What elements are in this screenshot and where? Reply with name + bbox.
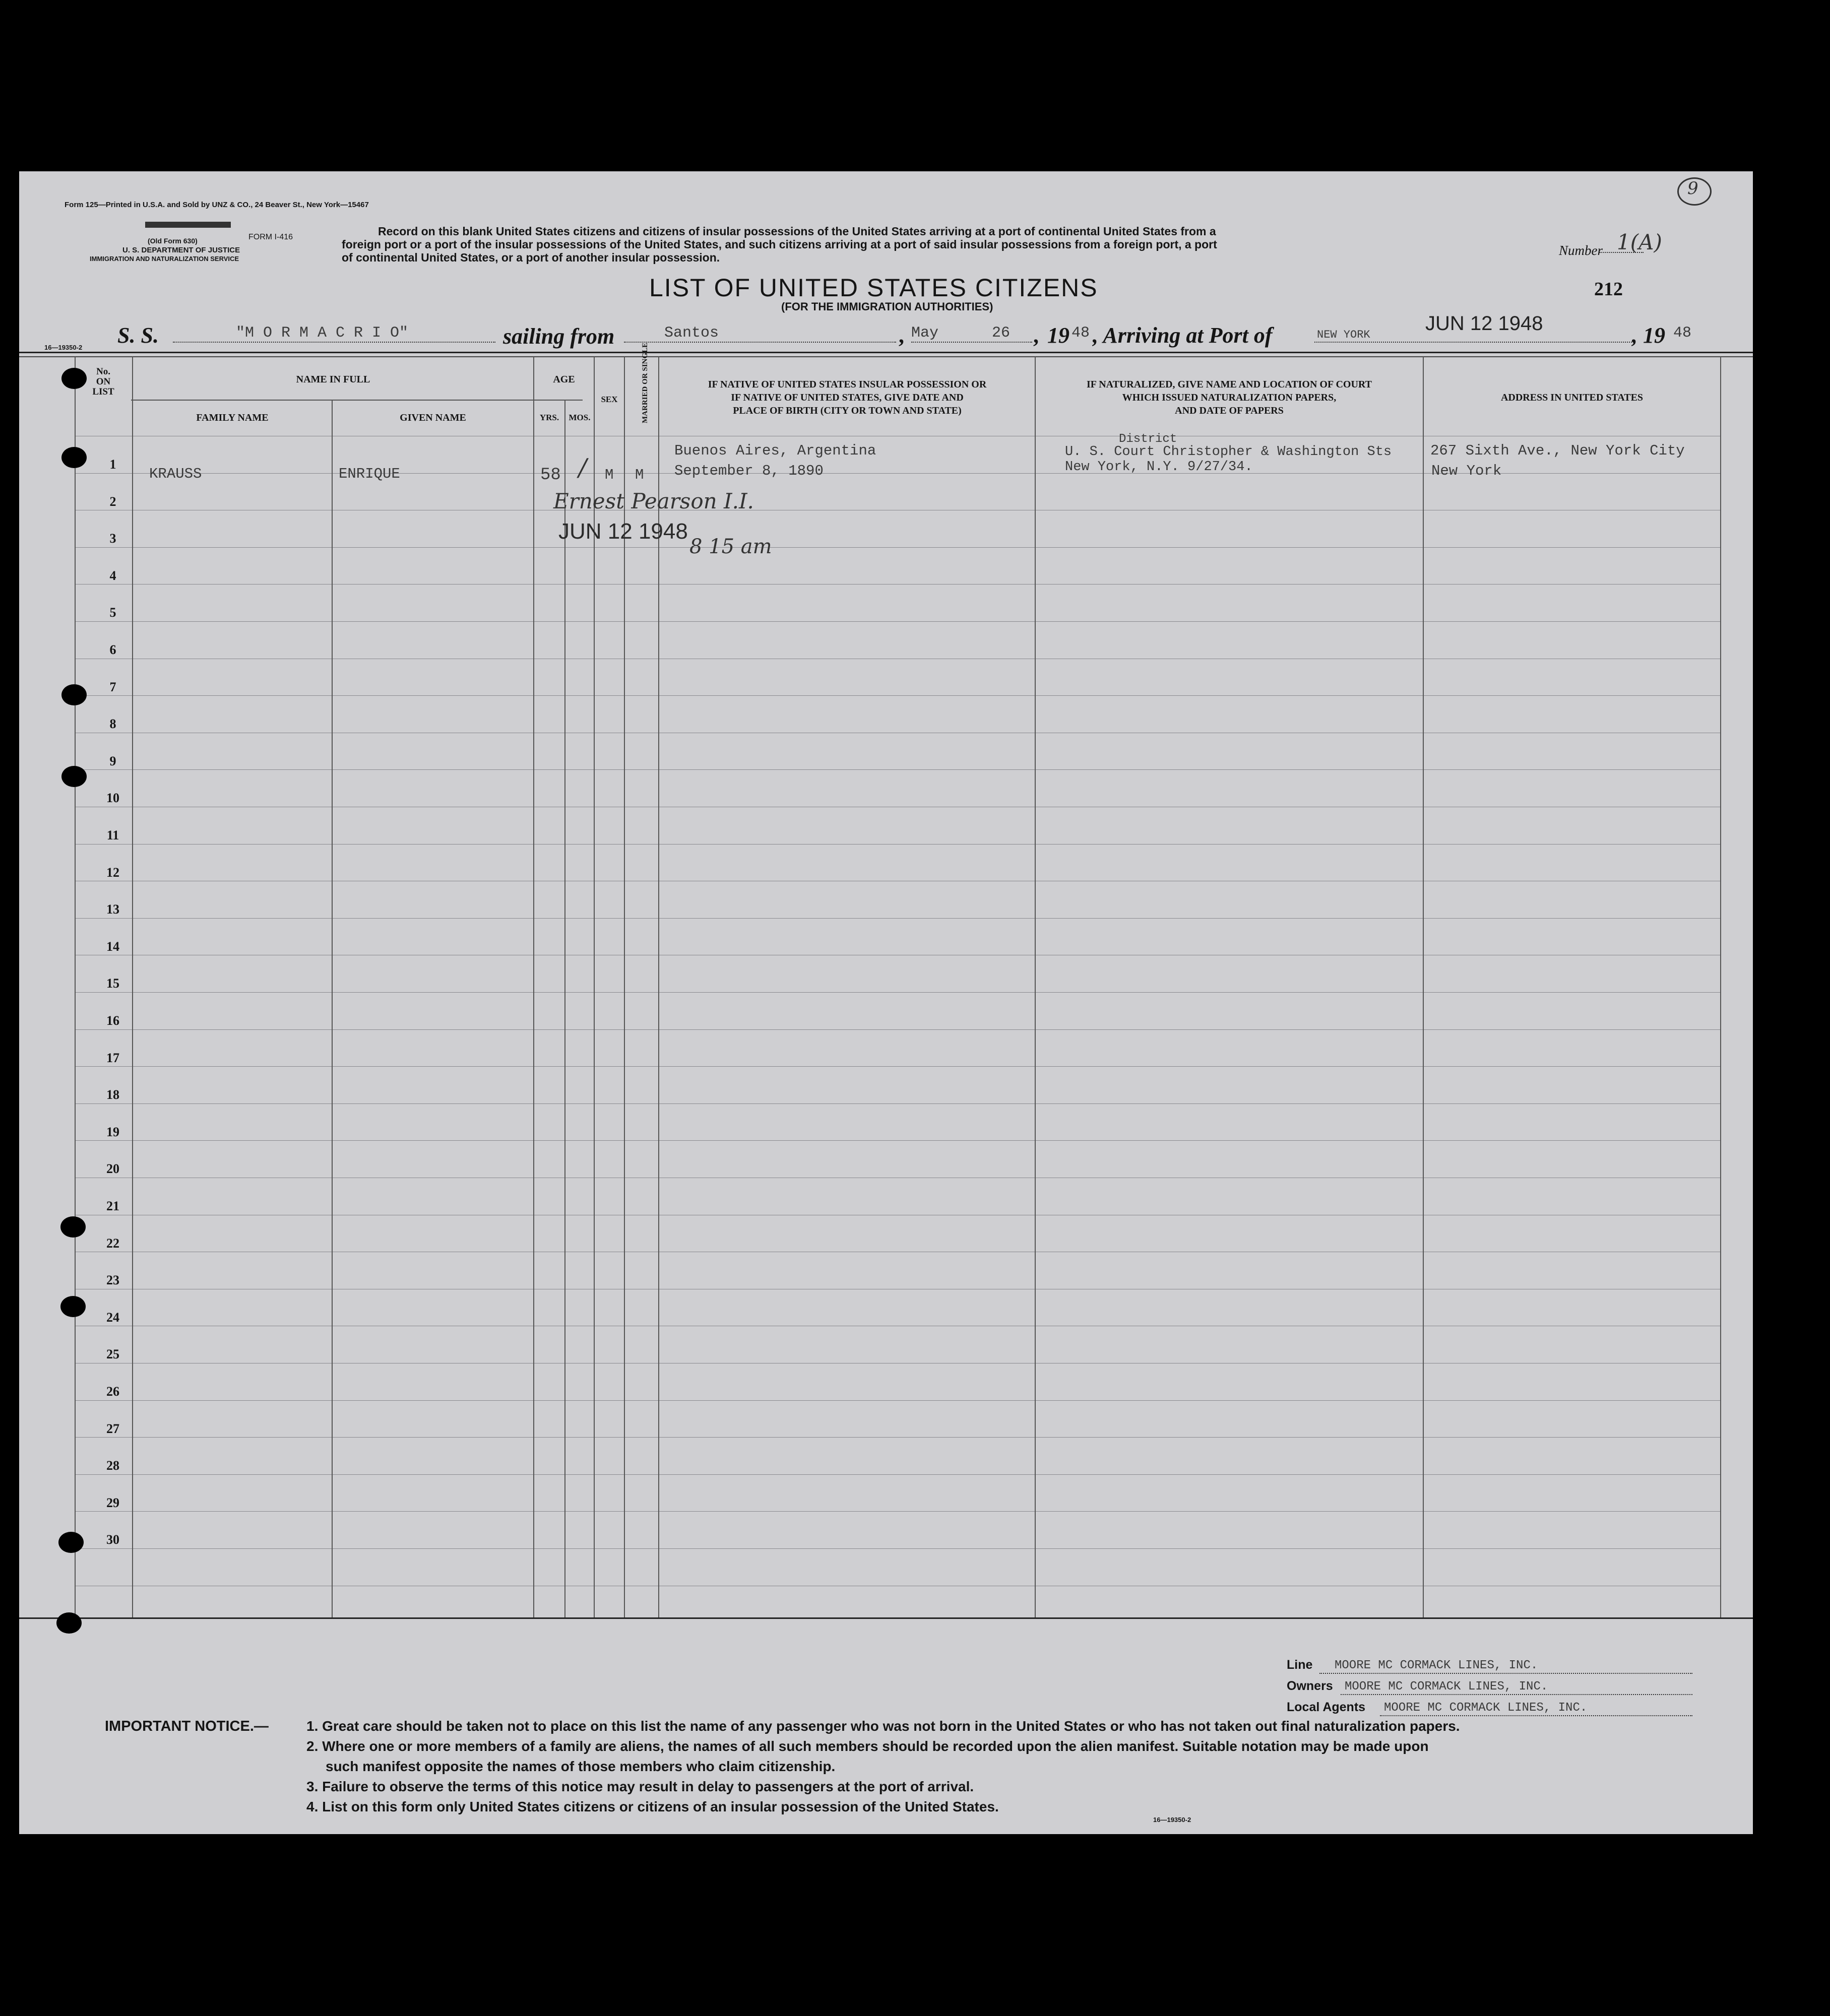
entry-sex: M: [605, 467, 614, 483]
form-code: 16—19350-2: [44, 344, 83, 351]
instruction-line: foreign port or a port of the insular possessions of the United States, and such citizens arriving at a port of said insular possessions from a foreign port, a port: [342, 238, 1217, 251]
printer-line: Form 125—Printed in U.S.A. and Sold by UNZ & CO., 24 Beaver St., New York—15467: [65, 201, 369, 209]
row-rule: [75, 1140, 1720, 1141]
notice-item-3: 3. Failure to observe the terms of this notice may result in delay to passengers at the port of arrival.: [306, 1779, 974, 1794]
agents-value: MOORE MC CORMACK LINES, INC.: [1384, 1701, 1588, 1715]
port-from: Santos: [664, 324, 719, 342]
punch-hole: [60, 1296, 86, 1317]
row-number: 30: [106, 1532, 119, 1547]
row-number: 7: [109, 680, 116, 694]
col-header-court-line: WHICH ISSUED NATURALIZATION PAPERS,: [1122, 392, 1337, 403]
owners-value: MOORE MC CORMACK LINES, INC.: [1345, 1680, 1548, 1694]
row-number: 17: [106, 1051, 119, 1065]
entry-age-years: 58: [540, 466, 561, 485]
col-line-married: [624, 357, 625, 1617]
row-number: 19: [106, 1125, 119, 1139]
row-number: 15: [106, 976, 119, 991]
entry-age-mark: /: [579, 453, 587, 482]
entry-birth-line2: September 8, 1890: [674, 463, 824, 479]
col-header-age: AGE: [553, 374, 575, 385]
col-line-right: [1720, 357, 1721, 1617]
row-number: 24: [106, 1310, 119, 1325]
row-rule: [75, 1400, 1720, 1401]
entry-birth-line1: Buenos Aires, Argentina: [674, 442, 876, 459]
col-header-birth: [660, 378, 1034, 417]
redaction-bar: [145, 222, 231, 228]
col-header-yrs: YRS.: [539, 413, 559, 422]
arrival-stamp: JUN 12 1948: [1425, 312, 1543, 335]
punch-hole: [61, 684, 87, 705]
punch-hole: [56, 1612, 82, 1634]
row-rule: [75, 1474, 1720, 1475]
owners-label: Owners: [1287, 1679, 1333, 1693]
age-subhead-rule: [533, 400, 583, 401]
entry-court-insert: District: [1119, 432, 1177, 446]
col-header-birth-line: IF NATIVE OF UNITED STATES INSULAR POSSESSION OR: [708, 379, 987, 390]
row-rule: [75, 547, 1720, 548]
col-header-court-line: IF NATURALIZED, GIVE NAME AND LOCATION OF COURT: [1086, 379, 1372, 390]
col-header-birth-line: IF NATIVE OF UNITED STATES, GIVE DATE AND: [731, 392, 964, 403]
row-rule: [75, 1437, 1720, 1438]
col-header-married: MARRIED OR SINGLE: [641, 342, 649, 423]
comma-2: ,: [1033, 323, 1039, 348]
notice-item-4: 4. List on this form only United States citizens or citizens of an insular possession of the United States.: [306, 1799, 999, 1814]
row-number: 9: [109, 754, 116, 768]
row-rule: [75, 1066, 1720, 1067]
sailing-label: sailing from: [503, 324, 615, 349]
entry-given-name: ENRIQUE: [339, 466, 400, 482]
row-number: 12: [106, 865, 119, 880]
year-suffix: 48: [1071, 324, 1090, 342]
punch-hole: [58, 1532, 84, 1553]
row-number: 16: [106, 1013, 119, 1028]
col-header-name-in-full: NAME IN FULL: [296, 374, 370, 385]
row-rule: [75, 621, 1720, 622]
row-number: 14: [106, 939, 119, 954]
notice-item-1: 1. Great care should be taken not to place on this list the name of any passenger who was not born in the United States or who has not taken out final naturalization papers.: [306, 1718, 1460, 1734]
row-number: 29: [106, 1495, 119, 1510]
row-number: 3: [109, 531, 116, 546]
col-header-no-line: ON: [96, 376, 111, 387]
col-header-court-line: AND DATE OF PAPERS: [1175, 405, 1284, 416]
sailing-month: May: [911, 324, 939, 342]
col-line-mos: [564, 400, 565, 1617]
row-number: 25: [106, 1347, 119, 1361]
col-header-address: ADDRESS IN UNITED STATES: [1500, 392, 1644, 403]
row-number: 22: [106, 1236, 119, 1251]
table-bottom-rule: [19, 1617, 1753, 1619]
row-rule: [75, 695, 1720, 696]
row-number: 13: [106, 902, 119, 917]
form-number: FORM I-416: [248, 233, 293, 241]
agents-underline: [1380, 1715, 1692, 1716]
row-rule: [75, 1029, 1720, 1030]
row-number: 8: [109, 717, 116, 731]
port-to: NEW YORK: [1317, 329, 1370, 341]
inspection-time: 8 15 am: [689, 535, 772, 558]
agents-label: Local Agents: [1287, 1700, 1366, 1714]
comma-1: ,: [899, 323, 904, 348]
instruction-line: Record on this blank United States citizens and citizens of insular possessions of the United States arriving at a port of continental United States from a: [378, 225, 1216, 238]
date-underline: [911, 342, 1032, 343]
entry-address-line2: New York: [1431, 463, 1502, 479]
col-header-sex: SEX: [601, 395, 618, 404]
col-line-birth: [658, 357, 659, 1617]
row-number: 4: [109, 568, 116, 583]
col-header-mos: MOS.: [569, 413, 591, 422]
col-line-sex: [594, 357, 595, 1617]
entry-family-name: KRAUSS: [149, 466, 202, 482]
inspector-signature: Ernest Pearson I.I.: [553, 489, 754, 513]
entry-address-line1: 267 Sixth Ave., New York City: [1430, 442, 1685, 459]
ship-underline: [173, 342, 495, 343]
table-top-rule: [19, 352, 1753, 353]
col-header-no-line: LIST: [92, 386, 114, 397]
row-number: 6: [109, 642, 116, 657]
name-subhead-rule: [131, 400, 538, 401]
col-line-age: [533, 357, 534, 1617]
table-top-rule-2: [19, 356, 1753, 357]
entry-marital: M: [635, 467, 644, 483]
arriving-label: , Arriving at Port of: [1093, 323, 1273, 348]
line-value: MOORE MC CORMACK LINES, INC.: [1335, 1659, 1538, 1672]
number-value: 1(A): [1617, 230, 1662, 254]
port-from-underline: [624, 342, 896, 343]
row-number: 21: [106, 1199, 119, 1213]
line-label: Line: [1287, 1658, 1313, 1672]
col-header-birth-line: PLACE OF BIRTH (CITY OR TOWN AND STATE): [733, 405, 962, 416]
row-rule: [75, 769, 1720, 770]
row-rule: [75, 1511, 1720, 1512]
col-header-no-line: No.: [96, 366, 110, 377]
service-name: IMMIGRATION AND NATURALIZATION SERVICE: [90, 255, 239, 263]
punch-hole: [61, 368, 87, 389]
row-rule: [75, 918, 1720, 919]
circled-number: 9: [1687, 178, 1698, 199]
year2-suffix: 48: [1673, 324, 1692, 342]
col-header-family-name: FAMILY NAME: [196, 412, 269, 423]
row-number: 18: [106, 1087, 119, 1102]
instructions: [342, 225, 1217, 264]
col-header-court: [1036, 378, 1422, 417]
row-number: 28: [106, 1458, 119, 1473]
punch-hole: [60, 1216, 86, 1238]
row-number: 5: [109, 605, 116, 620]
sailing-day: 26: [992, 324, 1011, 342]
form-title: LIST OF UNITED STATES CITIZENS: [649, 274, 1098, 302]
col-line-court: [1035, 357, 1036, 1617]
row-number: 11: [106, 828, 119, 842]
row-number: 23: [106, 1273, 119, 1287]
punch-hole: [61, 447, 87, 468]
col-line-given: [332, 400, 333, 1617]
inspection-date-stamp: JUN 12 1948: [558, 519, 688, 544]
row-number: 20: [106, 1161, 119, 1176]
row-number: 26: [106, 1384, 119, 1399]
page-number: 212: [1594, 279, 1623, 300]
number-label: Number: [1559, 243, 1603, 258]
col-header-given-name: GIVEN NAME: [400, 412, 466, 423]
year-prefix: 19: [1047, 323, 1069, 348]
row-number: 2: [109, 494, 116, 509]
ship-name: "M O R M A C R I O": [236, 324, 409, 342]
port-to-underline: [1314, 342, 1632, 343]
entry-court-line2: New York, N.Y. 9/27/34.: [1065, 460, 1253, 475]
row-rule: [75, 1103, 1720, 1104]
punch-hole: [61, 766, 87, 787]
owners-underline: [1341, 1694, 1692, 1695]
row-rule: [75, 992, 1720, 993]
old-form: (Old Form 630): [148, 237, 198, 245]
row-number: 10: [106, 791, 119, 805]
instruction-line: of continental United States, or a port of another insular possession.: [342, 251, 720, 264]
line-underline: [1319, 1673, 1692, 1674]
entry-court-line1: U. S. Court Christopher & Washington Sts: [1065, 444, 1392, 460]
department-name: U. S. DEPARTMENT OF JUSTICE: [122, 246, 240, 254]
manifest-sheet: [19, 171, 1753, 1834]
ss-label: S. S.: [117, 323, 159, 348]
year2-prefix: , 19: [1632, 323, 1665, 348]
form-subtitle: (FOR THE IMMIGRATION AUTHORITIES): [781, 300, 993, 313]
notice-item-2: 2. Where one or more members of a family are aliens, the names of all such members should be recorded upon the alien manifest. Suitable notation may be made upon: [306, 1738, 1429, 1754]
notice-item-2-cont: such manifest opposite the names of those members who claim citizenship.: [326, 1759, 836, 1774]
col-line-address: [1423, 357, 1424, 1617]
notice-heading: IMPORTANT NOTICE.—: [105, 1718, 269, 1734]
row-number: 27: [106, 1421, 119, 1436]
form-code-bottom: 16—19350-2: [1153, 1816, 1191, 1824]
row-rule: [75, 1548, 1720, 1549]
row-number: 1: [109, 457, 116, 472]
